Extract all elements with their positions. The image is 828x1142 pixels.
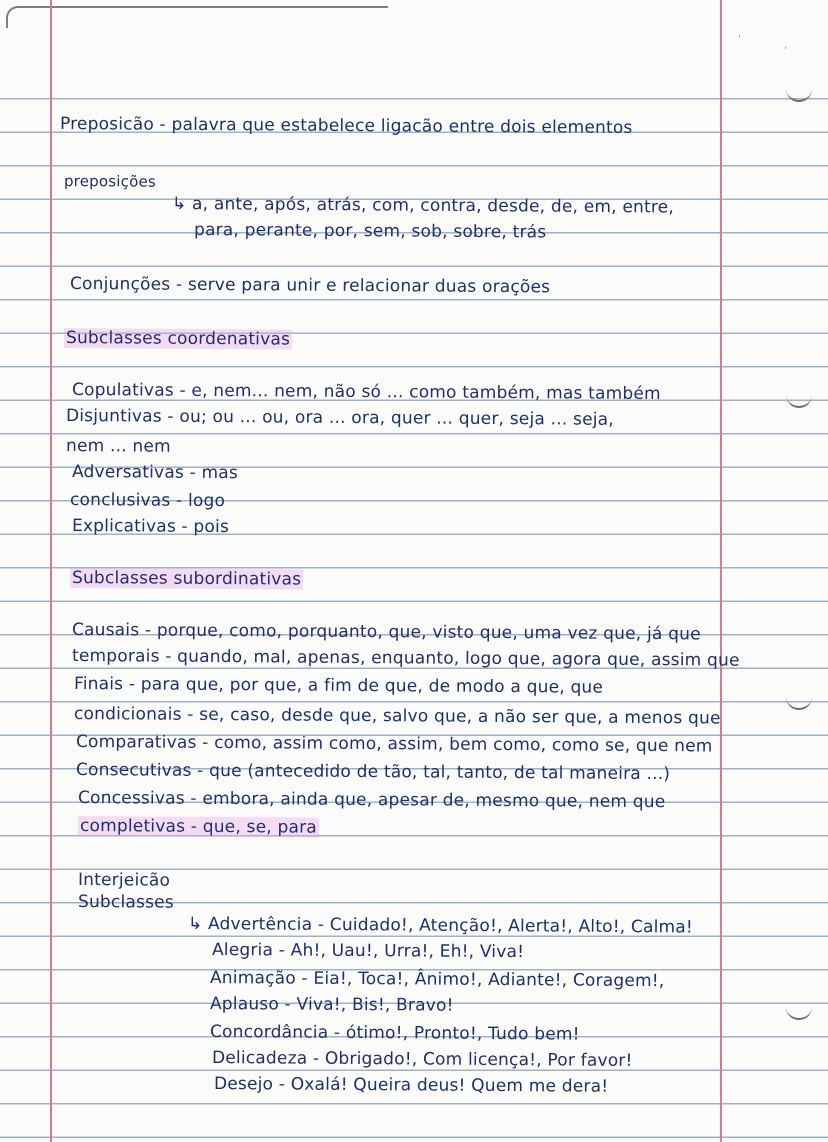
completivas-heading — [78, 816, 319, 838]
delicadeza-line: Delicadeza - Obrigado!, Com licença!, Por favor! — [211, 1048, 633, 1071]
temporais-line: temporais - quando, mal, apenas, enquanto, logo que, agora que, assim que — [71, 646, 740, 671]
interjeicao-title: Interjeicão — [77, 870, 171, 891]
coordenativas-title: Subclasses coordenativas — [65, 328, 291, 350]
completivas-line: completivas - que, se, para — [79, 816, 317, 838]
binder-hole-icon — [786, 392, 812, 408]
alegria-line: Alegria - Ah!, Uau!, Urra!, Eh!, Viva! — [211, 940, 525, 963]
preposicoes-list-line-1: ↳ a, ante, após, atrás, com, contra, desde, de, em, entre, — [171, 194, 675, 218]
adversativas-line: Adversativas - mas — [71, 462, 239, 484]
left-margin-line — [50, 0, 52, 1142]
subordinativas-title: Subclasses subordinativas — [71, 568, 302, 590]
preposicoes-title: preposições — [63, 172, 156, 191]
conclusivas-line: conclusivas - logo — [69, 490, 226, 512]
condicionais-line: condicionais - se, caso, desde que, salvo que, a não ser que, a menos que — [73, 704, 721, 729]
causais-line: Causais - porque, como, porquanto, que, visto que, uma vez que, já que — [71, 620, 701, 645]
comparativas-line: Comparativas - como, assim como, assim, bem como, como se, que nem — [75, 732, 713, 757]
binder-hole-icon — [786, 1004, 812, 1020]
preposicoes-list-line-2: para, perante, por, sem, sob, sobre, trás — [193, 220, 547, 243]
advertencia-line: ↳ Advertência - Cuidado!, Atenção!, Alerta!, Alto!, Calma! — [187, 914, 694, 938]
paper-mark: , — [784, 40, 788, 51]
concessivas-line: Concessivas - embora, ainda que, apesar de, mesmo que, nem que — [77, 788, 666, 813]
disjuntivas-line-1: Disjuntivas - ou; ou ... ou, ora ... ora, quer ... quer, seja ... seja, — [65, 406, 614, 430]
binder-hole-icon — [786, 694, 812, 710]
aplauso-line: Aplauso - Viva!, Bis!, Bravo! — [209, 994, 454, 1016]
page-curl — [6, 6, 388, 28]
disjuntivas-line-2: nem ... nem — [65, 436, 171, 457]
explicativas-line: Explicativas - pois — [71, 516, 230, 538]
aditivas-line: Copulativas - e, nem... nem, não só ... como também, mas também — [71, 380, 661, 405]
subordinativas-heading — [70, 568, 303, 590]
preposicao-definition: Preposicão - palavra que estabelece ligacão entre dois elementos — [59, 114, 633, 138]
animacao-line: Animação - Eia!, Toca!, Ânimo!, Adiante!, Coragem!, — [209, 968, 665, 992]
concordancia-line: Concordância - ótimo!, Pronto!, Tudo bem! — [209, 1022, 580, 1045]
paper-mark: ' — [738, 34, 741, 45]
binder-hole-icon — [786, 86, 812, 102]
interjeicao-subclasses: Subclasses — [77, 892, 174, 913]
conjuncoes-definition: Conjunções - serve para unir e relacionar duas orações — [69, 274, 551, 298]
desejo-line: Desejo - Oxalá! Queira deus! Quem me dera! — [213, 1074, 609, 1097]
right-margin-line — [720, 0, 722, 1142]
consecutivas-line: Consecutivas - que (antecedido de tão, tal, tanto, de tal maneira ...) — [75, 760, 671, 785]
finais-line: Finais - para que, por que, a fim de que, de modo a que, que — [73, 674, 604, 698]
coordenativas-heading — [64, 328, 292, 350]
